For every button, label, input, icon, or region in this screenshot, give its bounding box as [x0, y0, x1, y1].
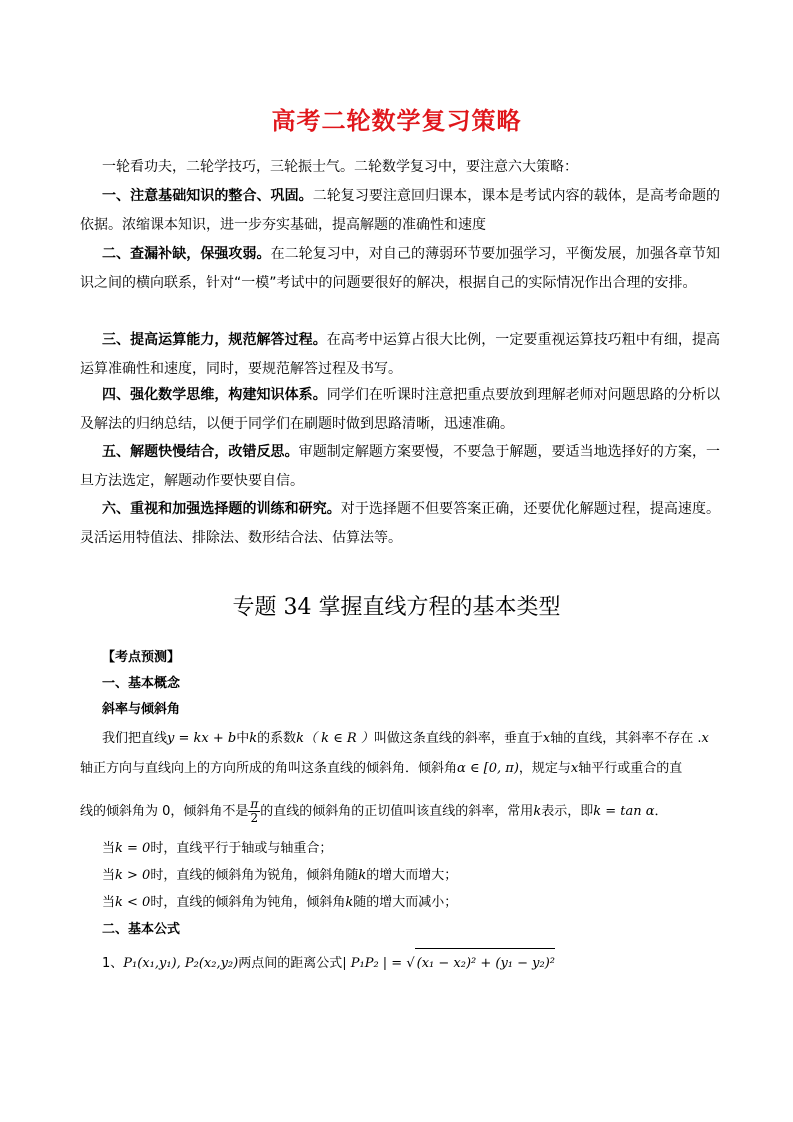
case2-k: k: [358, 868, 367, 883]
case-k-negative: [102, 888, 722, 917]
page-title: 高考二轮数学复习策略: [271, 107, 522, 135]
def-text-b: 中: [236, 731, 250, 746]
line3-text-b: 的直线的倾斜角的正切值叫该直线的斜率，常用: [260, 804, 534, 819]
case2-text-b: 时，直线的倾斜角为锐角，倾斜角随: [150, 868, 359, 883]
formula-rhs: (x₁ − x₂)² + (y₁ − y₂)²: [415, 948, 555, 978]
case2-text-a: 当: [102, 868, 116, 883]
line2-text-a: 轴正方向与直线向上的方向所成的角叫这条直线的倾斜角．倾斜角: [80, 761, 458, 776]
case3-k: k: [345, 895, 354, 910]
strategy-6-text: 对于选择题不但要答案正确，还要优化解题过程，提高速度。灵活运用特值法、排除法、数形结合法、估算法等。: [80, 501, 721, 546]
line2-x: x: [570, 761, 579, 776]
definition-line-2: [80, 754, 720, 783]
case3-text-a: 当: [102, 895, 116, 910]
formula-index: 1、: [102, 956, 124, 971]
strategy-4: [80, 381, 720, 439]
strategy-6-heading: 六、重视和加强选择题的训练和研究。: [102, 501, 341, 517]
line3-text-d: ．: [654, 804, 668, 819]
def-k: k: [249, 731, 258, 746]
case3-text-b: 时，直线的倾斜角为钝角，倾斜角: [150, 895, 346, 910]
line2-text-b: ，规定与: [518, 761, 571, 776]
case1-text-b: 时，直线平行于轴或与轴重合；: [150, 841, 333, 856]
strategy-5-text: 审题制定解题方案要慢，不要急于解题，要适当地选择好的方案，一旦方法选定，解题动作要快要自信。: [80, 444, 721, 489]
topic-title: 专题 34 掌握直线方程的基本类型: [232, 595, 561, 620]
fraction-numerator: π: [250, 797, 259, 811]
formula-lhs: | P₁P₂ | =: [342, 956, 403, 971]
strategy-2-heading: 二、查漏补缺，保强攻弱。: [102, 246, 271, 262]
case2-text-c: 的增大而增大；: [366, 868, 458, 883]
def-k-in-r: （ k ∈ R ）: [304, 731, 374, 746]
subsection-slope-angle: 斜率与倾斜角: [102, 702, 181, 717]
strategy-2-text: 在二轮复习中，对自己的薄弱环节要加强学习，平衡发展，加强各章节知识之间的横向联系，针对“一模”考试中的问题要很好的解决，根据自己的实际情况作出合理的安排。: [80, 246, 721, 291]
fraction-denominator: 2: [250, 811, 259, 825]
sqrt-sign-icon: √: [406, 956, 415, 971]
case1-condition: k = 0: [115, 841, 151, 856]
def-k2: k: [296, 731, 305, 746]
def-text-a: 我们把直线: [102, 731, 168, 746]
line2-text-c: 轴平行或重合的直: [578, 761, 683, 776]
formula-distance: [102, 948, 722, 978]
case3-condition: k < 0: [115, 895, 151, 910]
def-text-d: 叫做这条直线的斜率，垂直于: [373, 731, 543, 746]
strategy-6: [80, 495, 720, 553]
strategy-4-text: 同学们在听课时注意把重点要放到理解老师对问题思路的分析以及解法的归纳总结，以便于同学们在刷题时做到思路清晰，迅速准确。: [80, 387, 721, 432]
topic-tag: 【考点预测】: [102, 650, 181, 665]
def-text-e: 轴的直线，其斜率不存在 .: [550, 731, 702, 746]
pi-over-2-fraction: [248, 798, 260, 825]
inclination-range: α ∈ [0, π): [457, 761, 519, 776]
slope-tan-equation: k = tan α: [593, 804, 655, 819]
case2-condition: k > 0: [115, 868, 151, 883]
strategy-1-text: 二轮复习要注意回归课本，课本是考试内容的载体，是高考命题的依据。浓缩课本知识，进一步夯实基础，提高解题的准确性和速度: [80, 188, 721, 233]
strategy-4-heading: 四、强化数学思维，构建知识体系。: [102, 387, 327, 403]
formula-text: 两点间的距离公式: [238, 956, 343, 971]
definition-line-1: [102, 724, 722, 753]
formula-points: P₁(x₁,y₁), P₂(x₂,y₂): [123, 956, 239, 971]
case1-text-a: 当: [102, 841, 116, 856]
line3-text-a: 线的倾斜角为 0，倾斜角不是: [80, 804, 249, 819]
case-k-zero: [102, 834, 722, 863]
case3-text-c: 随的增大而减小；: [353, 895, 458, 910]
strategy-3-text: 在高考中运算占很大比例，一定要重视运算技巧粗中有细，提高运算准确性和速度，同时，要规范解答过程及书写。: [80, 332, 721, 377]
line3-k: k: [533, 804, 542, 819]
strategy-3: [80, 326, 720, 384]
case-k-positive: [102, 861, 722, 890]
def-x: x: [542, 731, 551, 746]
section-basic-formulas: 二、基本公式: [102, 922, 181, 937]
definition-line-3: [80, 797, 720, 826]
intro-paragraph: 一轮看功夫，二轮学技巧，三轮振士气。二轮数学复习中，要注意六大策略：: [102, 159, 578, 175]
def-equation: y = kx + b: [167, 731, 237, 746]
strategy-1: [80, 182, 720, 240]
line3-text-c: 表示，即: [541, 804, 594, 819]
section-basic-concepts: 一、基本概念: [102, 676, 181, 691]
strategy-3-heading: 三、提高运算能力，规范解答过程。: [102, 332, 327, 348]
strategy-1-heading: 一、注意基础知识的整合、巩固。: [102, 188, 313, 204]
def-text-c: 的系数: [257, 731, 297, 746]
strategy-5-heading: 五、解题快慢结合，改错反思。: [102, 444, 299, 460]
strategy-5: [80, 438, 720, 496]
def-x2: x: [701, 731, 709, 746]
strategy-2: [80, 240, 720, 298]
